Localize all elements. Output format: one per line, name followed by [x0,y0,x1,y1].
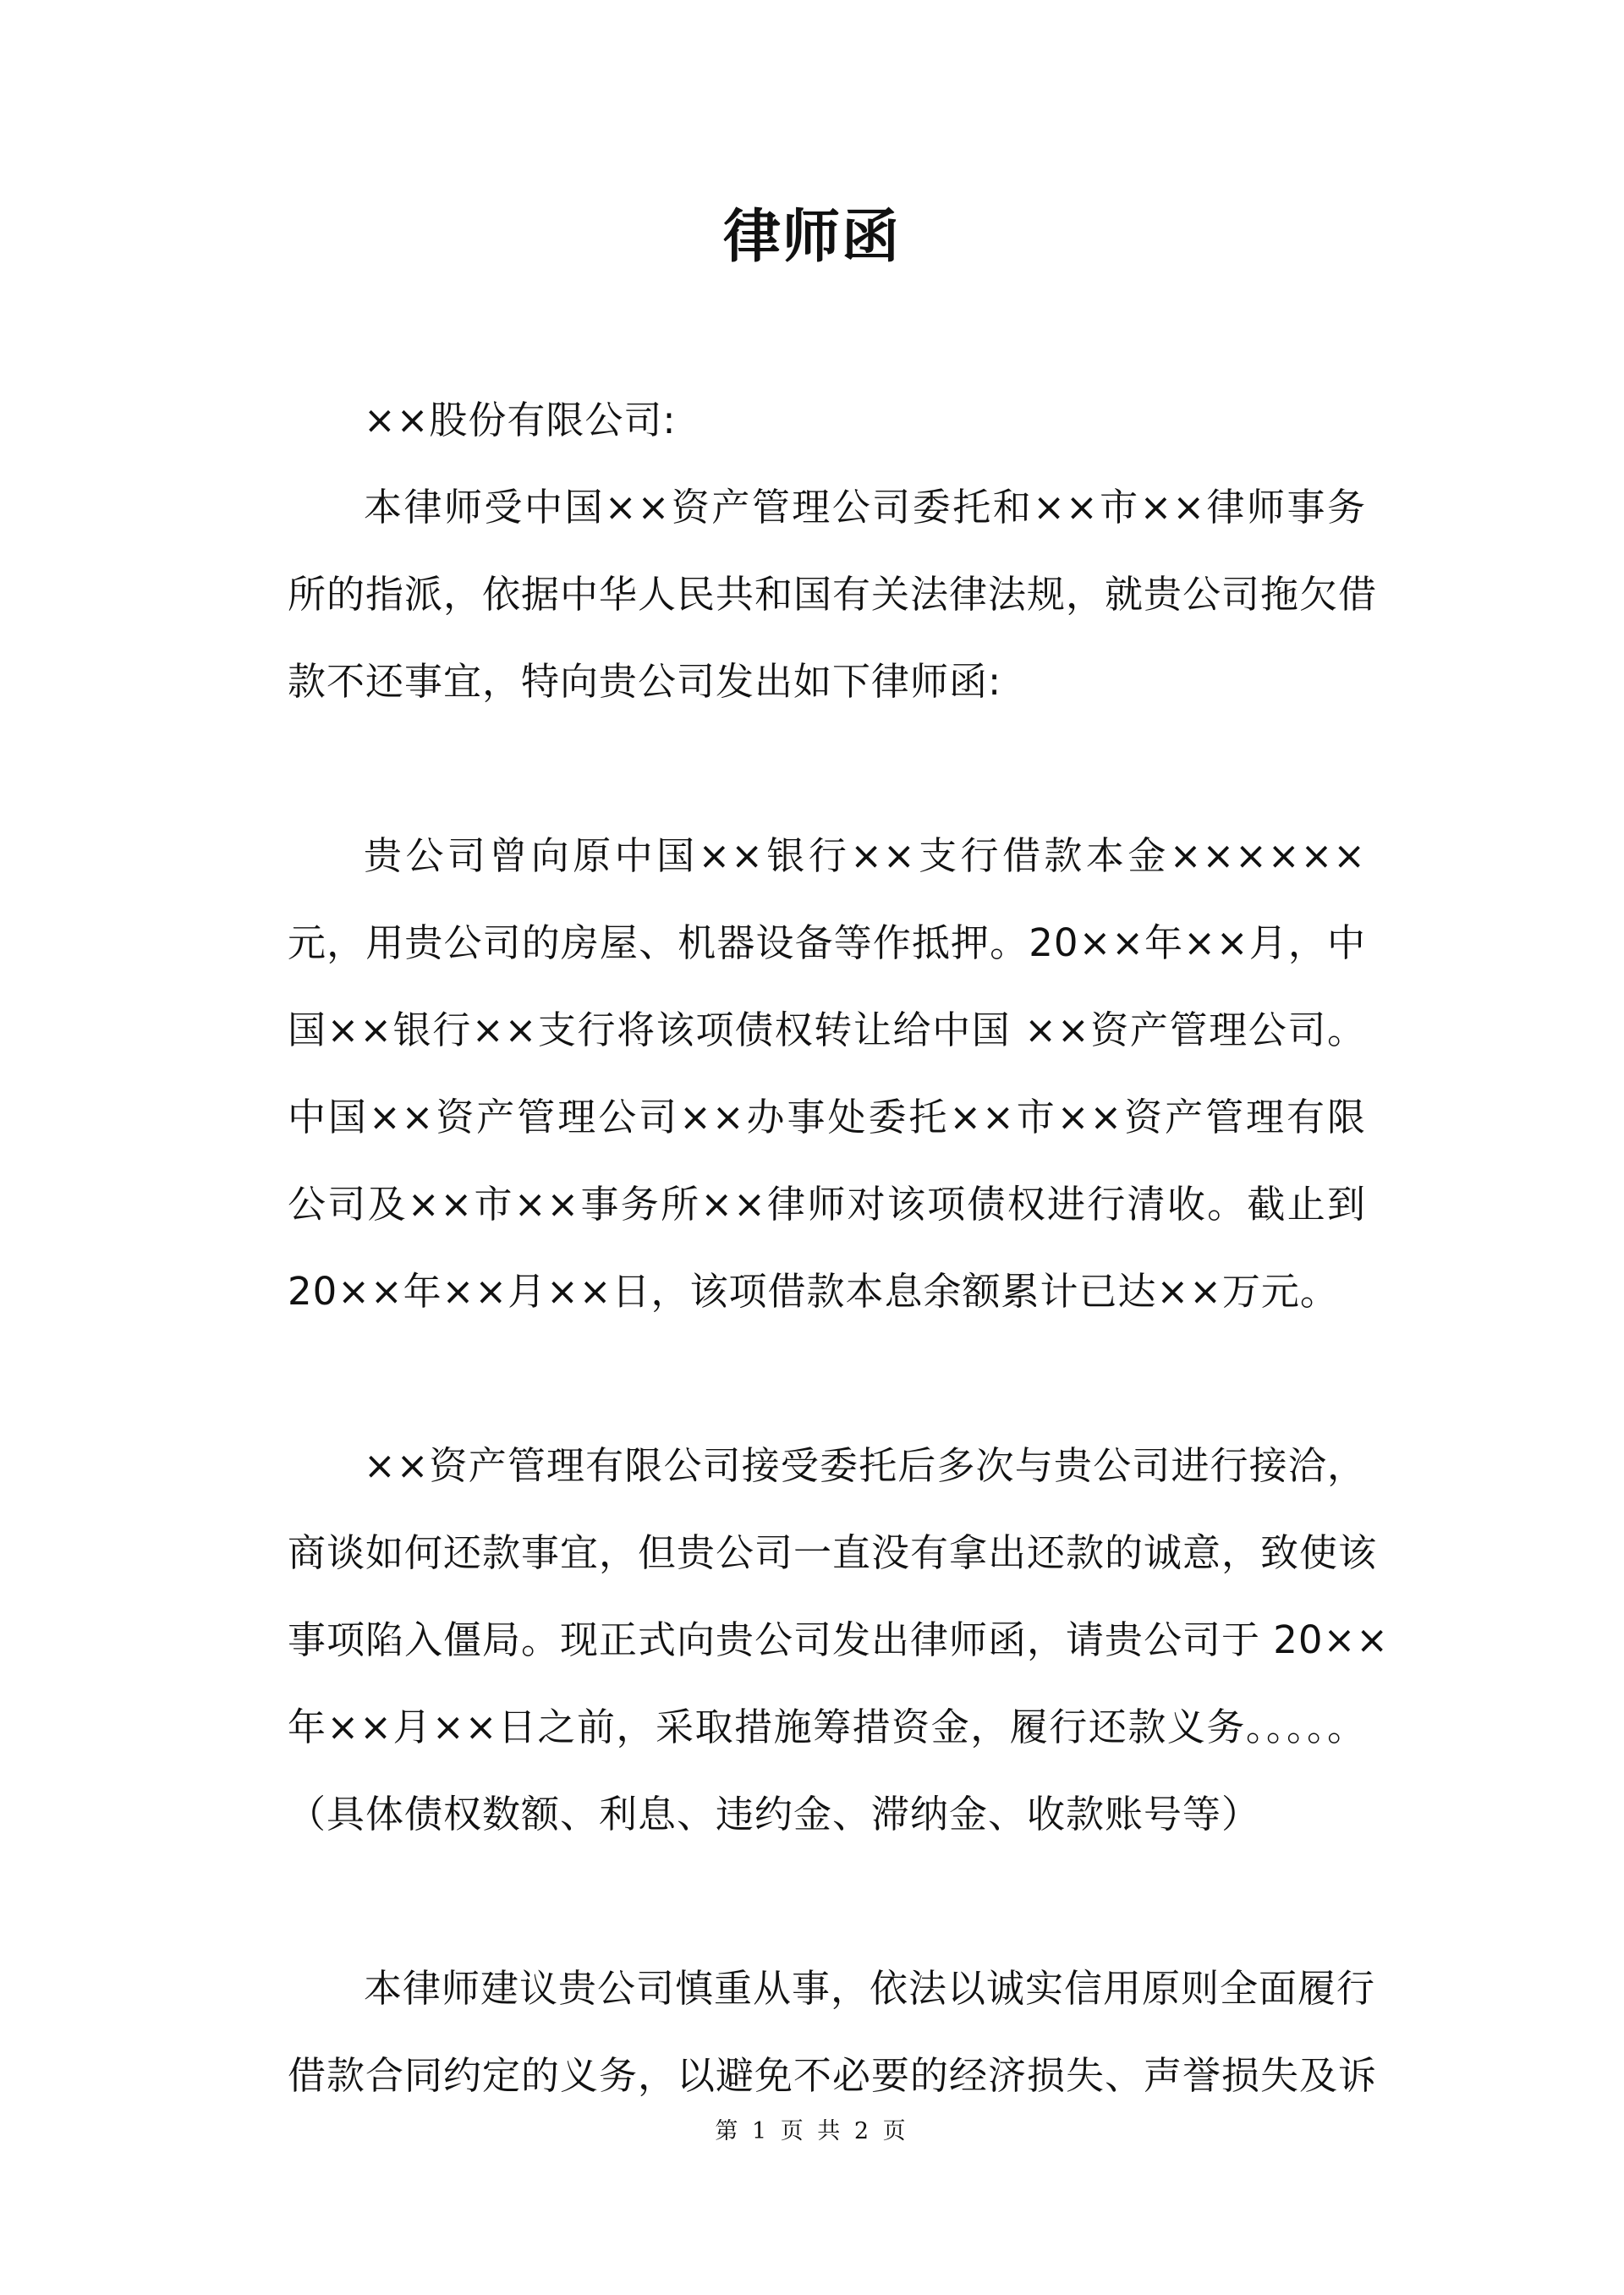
paragraph-line: 本律师建议贵公司慎重从事，依法以诚实信用原则全面履行 [364,1966,1376,2011]
paragraph-line: 20××年××月××日，该项借款本息余额累计已达××万元。 [288,1269,1339,1314]
paragraph-line: 商谈如何还款事宜，但贵公司一直没有拿出还款的诚意，致使该 [288,1530,1378,1575]
paragraph-line: 事项陷入僵局。现正式向贵公司发出律师函，请贵公司于 20×× [288,1617,1389,1662]
letter-body [288,376,1389,2119]
paragraph-line: 借款合同约定的义务，以避免不必要的经济损失、声誉损失及诉 [288,2053,1378,2098]
paragraph-line: 国××银行××支行将该项债权转让给中国 ××资产管理公司。 [288,1007,1366,1052]
paragraph-4 [288,1945,1378,2119]
paragraph-line: 所的指派，依据中华人民共和国有关法律法规，就贵公司拖欠借 [288,572,1378,617]
paragraph-1 [288,464,1378,725]
paragraph-line: 中国××资产管理公司××办事处委托××市××资产管理有限 [288,1095,1366,1139]
paragraph-2 [288,812,1366,1335]
paragraph-line: 公司及××市××事务所××律师对该项债权进行清收。截止到 [288,1182,1366,1227]
paragraph-gap [288,725,1366,812]
paragraph-line: 本律师受中国××资产管理公司委托和××市××律师事务 [364,485,1366,530]
page-number: 第 1 页 共 2 页 [715,2118,909,2144]
paragraph-gap [288,1858,1366,1945]
letter-title: 律师函 [722,203,901,271]
addressee: ××股份有限公司: [364,398,677,442]
paragraph-line: 贵公司曾向原中国××银行××支行借款本金×××××× [364,833,1366,878]
paragraph-3 [288,1422,1389,1858]
paragraph-line: （具体债权数额、利息、违约金、滞纳金、收款账号等） [288,1792,1261,1837]
paragraph-line: 款不还事宜，特向贵公司发出如下律师函: [288,659,1002,704]
paragraph-line: 元，用贵公司的房屋、机器设备等作抵押。20××年××月，中 [288,920,1366,965]
paragraph-line: ××资产管理有限公司接受委托后多次与贵公司进行接洽， [364,1443,1366,1488]
paragraph-line: 年××月××日之前，采取措施筹措资金，履行还款义务。。。。。 [288,1705,1366,1749]
paragraph-gap [288,1335,1366,1422]
